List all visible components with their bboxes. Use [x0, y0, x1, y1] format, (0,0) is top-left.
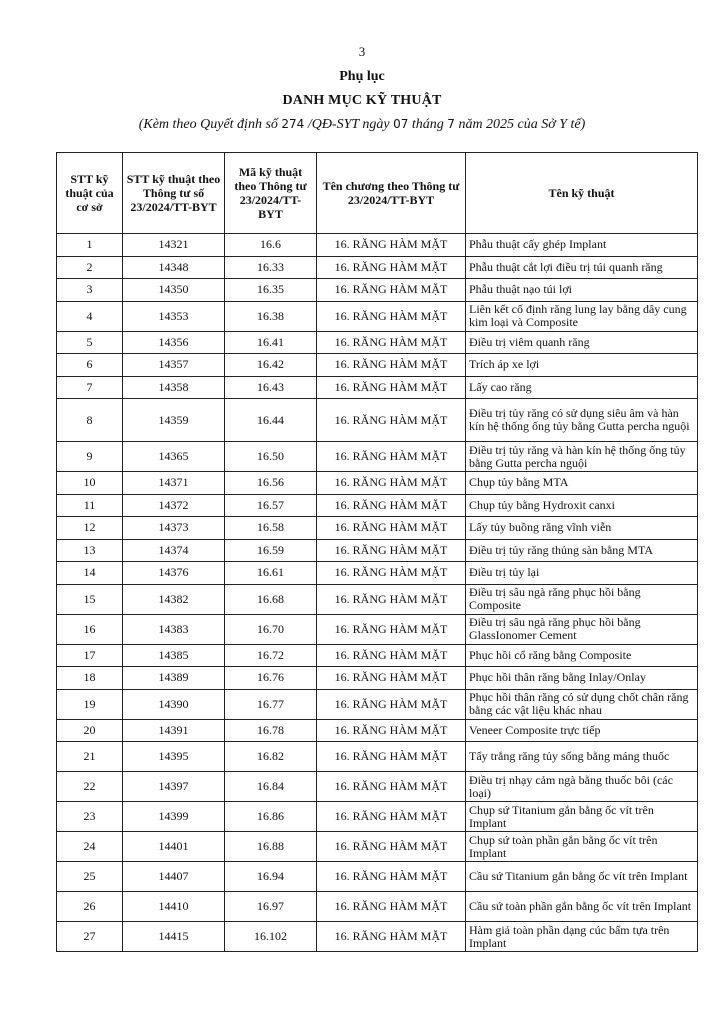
cell-circular-stt: 14358 [123, 376, 225, 399]
table-row [57, 279, 698, 302]
cell-circular-stt: 14371 [123, 472, 225, 495]
cell-chapter-name: 16. RĂNG HÀM MẶT [317, 644, 466, 667]
cell-facility-stt: 11 [57, 494, 123, 517]
cell-chapter-name: 16. RĂNG HÀM MẶT [317, 584, 466, 614]
cell-chapter-name: 16. RĂNG HÀM MẶT [317, 667, 466, 690]
subtitle-mid1: /QĐ-SYT ngày [304, 117, 394, 132]
cell-technique-name: Hàm giả toàn phần dạng cúc bấm tựa trên Implant [466, 922, 698, 952]
cell-technique-name: Veneer Composite trực tiếp [466, 719, 698, 742]
cell-circular-stt: 14374 [123, 539, 225, 562]
technique-table [56, 152, 698, 952]
table-row [57, 689, 698, 719]
cell-chapter-name: 16. RĂNG HÀM MẶT [317, 279, 466, 302]
cell-technique-name: Tẩy trắng răng tủy sống bằng máng thuốc [466, 742, 698, 772]
cell-technique-code: 16.86 [225, 802, 317, 832]
table-row [57, 539, 698, 562]
cell-technique-name: Phục hồi cổ răng bằng Composite [466, 644, 698, 667]
cell-circular-stt: 14365 [123, 442, 225, 472]
cell-facility-stt: 17 [57, 644, 123, 667]
cell-facility-stt: 27 [57, 922, 123, 952]
cell-technique-code: 16.68 [225, 584, 317, 614]
cell-technique-name: Phục hồi thân răng có sử dụng chốt chân răng bằng các vật liệu khác nhau [466, 689, 698, 719]
cell-technique-name: Phẫu thuật cắt lợi điều trị túi quanh răng [466, 256, 698, 279]
subtitle-prefix: (Kèm theo Quyết định số [138, 117, 282, 132]
cell-facility-stt: 15 [57, 584, 123, 614]
cell-technique-code: 16.58 [225, 517, 317, 540]
cell-circular-stt: 14376 [123, 562, 225, 585]
table-header-row [57, 153, 698, 234]
cell-circular-stt: 14407 [123, 862, 225, 892]
cell-circular-stt: 14391 [123, 719, 225, 742]
cell-chapter-name: 16. RĂNG HÀM MẶT [317, 742, 466, 772]
cell-technique-name: Điều trị nhạy cảm ngà bằng thuốc bôi (các loại) [466, 772, 698, 802]
cell-technique-name: Cầu sứ Titanium gắn bằng ốc vít trên Implant [466, 862, 698, 892]
cell-circular-stt: 14321 [123, 234, 225, 257]
cell-chapter-name: 16. RĂNG HÀM MẶT [317, 802, 466, 832]
cell-facility-stt: 4 [57, 301, 123, 331]
cell-facility-stt: 26 [57, 892, 123, 922]
table-row [57, 584, 698, 614]
cell-technique-name: Điều trị sâu ngà răng phục hồi bằng Composite [466, 584, 698, 614]
cell-facility-stt: 18 [57, 667, 123, 690]
table-row [57, 494, 698, 517]
cell-facility-stt: 7 [57, 376, 123, 399]
cell-facility-stt: 21 [57, 742, 123, 772]
cell-circular-stt: 14410 [123, 892, 225, 922]
cell-technique-code: 16.97 [225, 892, 317, 922]
cell-technique-code: 16.44 [225, 399, 317, 442]
cell-chapter-name: 16. RĂNG HÀM MẶT [317, 832, 466, 862]
table-row [57, 442, 698, 472]
cell-technique-name: Chụp tủy bằng Hydroxit canxi [466, 494, 698, 517]
cell-facility-stt: 25 [57, 862, 123, 892]
cell-circular-stt: 14359 [123, 399, 225, 442]
cell-technique-name: Lấy cao răng [466, 376, 698, 399]
cell-facility-stt: 13 [57, 539, 123, 562]
subtitle-suffix: năm 2025 của Sở Y tế) [454, 117, 586, 132]
cell-chapter-name: 16. RĂNG HÀM MẶT [317, 256, 466, 279]
cell-technique-code: 16.61 [225, 562, 317, 585]
table-row [57, 399, 698, 442]
cell-chapter-name: 16. RĂNG HÀM MẶT [317, 494, 466, 517]
table-row [57, 376, 698, 399]
document-subtitle [0, 117, 724, 133]
cell-technique-code: 16.57 [225, 494, 317, 517]
cell-circular-stt: 14356 [123, 331, 225, 354]
cell-technique-name: Phục hồi thân răng bằng Inlay/Onlay [466, 667, 698, 690]
cell-chapter-name: 16. RĂNG HÀM MẶT [317, 234, 466, 257]
cell-technique-code: 16.6 [225, 234, 317, 257]
table-row [57, 832, 698, 862]
table-row [57, 301, 698, 331]
cell-technique-code: 16.42 [225, 354, 317, 377]
decision-month: 7 [447, 117, 455, 131]
table-row [57, 862, 698, 892]
appendix-label: Phụ lục [339, 69, 385, 84]
cell-technique-code: 16.43 [225, 376, 317, 399]
page-number: 3 [358, 44, 366, 59]
cell-technique-code: 16.77 [225, 689, 317, 719]
cell-chapter-name: 16. RĂNG HÀM MẶT [317, 614, 466, 644]
header-circular-stt: STT kỹ thuật theo Thông tư số 23/2024/TT-BYT [123, 153, 225, 234]
cell-facility-stt: 8 [57, 399, 123, 442]
table-row [57, 256, 698, 279]
cell-facility-stt: 19 [57, 689, 123, 719]
cell-circular-stt: 14401 [123, 832, 225, 862]
table-body [57, 234, 698, 952]
cell-facility-stt: 16 [57, 614, 123, 644]
cell-technique-name: Trích áp xe lợi [466, 354, 698, 377]
cell-technique-name: Cầu sứ toàn phần gắn bằng ốc vít trên Implant [466, 892, 698, 922]
table-row [57, 742, 698, 772]
cell-technique-name: Điều trị tủy răng và hàn kín hệ thống ống tủy bằng Gutta percha nguội [466, 442, 698, 472]
table-row [57, 517, 698, 540]
subtitle-mid2: tháng [408, 117, 448, 132]
cell-circular-stt: 14383 [123, 614, 225, 644]
header-chapter-name: Tên chương theo Thông tư 23/2024/TT-BYT [317, 153, 466, 234]
cell-technique-code: 16.41 [225, 331, 317, 354]
cell-circular-stt: 14348 [123, 256, 225, 279]
cell-facility-stt: 2 [57, 256, 123, 279]
cell-facility-stt: 22 [57, 772, 123, 802]
cell-technique-name: Phẫu thuật nạo túi lợi [466, 279, 698, 302]
cell-facility-stt: 20 [57, 719, 123, 742]
cell-technique-name: Điều trị tủy răng thủng sàn bằng MTA [466, 539, 698, 562]
cell-circular-stt: 14350 [123, 279, 225, 302]
cell-facility-stt: 5 [57, 331, 123, 354]
cell-circular-stt: 14373 [123, 517, 225, 540]
cell-chapter-name: 16. RĂNG HÀM MẶT [317, 376, 466, 399]
header-facility-stt: STT kỹ thuật của cơ sở [57, 153, 123, 234]
table-row [57, 802, 698, 832]
cell-chapter-name: 16. RĂNG HÀM MẶT [317, 562, 466, 585]
cell-technique-code: 16.88 [225, 832, 317, 862]
cell-circular-stt: 14389 [123, 667, 225, 690]
table-row [57, 234, 698, 257]
cell-circular-stt: 14395 [123, 742, 225, 772]
cell-technique-name: Điều trị sâu ngà răng phục hồi bằng GlassIonomer Cement [466, 614, 698, 644]
table-row [57, 614, 698, 644]
cell-circular-stt: 14399 [123, 802, 225, 832]
table-row [57, 331, 698, 354]
cell-facility-stt: 12 [57, 517, 123, 540]
cell-chapter-name: 16. RĂNG HÀM MẶT [317, 772, 466, 802]
cell-circular-stt: 14372 [123, 494, 225, 517]
table-row [57, 719, 698, 742]
cell-technique-code: 16.56 [225, 472, 317, 495]
cell-circular-stt: 14382 [123, 584, 225, 614]
cell-technique-name: Liên kết cố định răng lung lay bằng dây cung kim loại và Composite [466, 301, 698, 331]
decision-number: 274 [281, 117, 305, 131]
cell-circular-stt: 14385 [123, 644, 225, 667]
cell-chapter-name: 16. RĂNG HÀM MẶT [317, 719, 466, 742]
cell-facility-stt: 3 [57, 279, 123, 302]
cell-technique-code: 16.50 [225, 442, 317, 472]
cell-technique-code: 16.59 [225, 539, 317, 562]
cell-technique-code: 16.38 [225, 301, 317, 331]
cell-chapter-name: 16. RĂNG HÀM MẶT [317, 442, 466, 472]
cell-chapter-name: 16. RĂNG HÀM MẶT [317, 539, 466, 562]
cell-facility-stt: 14 [57, 562, 123, 585]
cell-technique-name: Điều trị tủy lại [466, 562, 698, 585]
cell-technique-code: 16.35 [225, 279, 317, 302]
header-technique-name: Tên kỹ thuật [466, 153, 698, 234]
cell-circular-stt: 14357 [123, 354, 225, 377]
cell-chapter-name: 16. RĂNG HÀM MẶT [317, 517, 466, 540]
cell-technique-code: 16.84 [225, 772, 317, 802]
cell-facility-stt: 10 [57, 472, 123, 495]
cell-technique-code: 16.70 [225, 614, 317, 644]
cell-technique-name: Chụp sứ Titanium gắn bằng ốc vít trên Implant [466, 802, 698, 832]
decision-day: 07 [393, 117, 409, 131]
cell-circular-stt: 14415 [123, 922, 225, 952]
table-row [57, 644, 698, 667]
cell-technique-code: 16.76 [225, 667, 317, 690]
cell-chapter-name: 16. RĂNG HÀM MẶT [317, 689, 466, 719]
cell-technique-name: Chụp sứ toàn phần gắn bằng ốc vít trên Implant [466, 832, 698, 862]
table-row [57, 354, 698, 377]
cell-circular-stt: 14390 [123, 689, 225, 719]
table-row [57, 562, 698, 585]
cell-chapter-name: 16. RĂNG HÀM MẶT [317, 331, 466, 354]
cell-facility-stt: 23 [57, 802, 123, 832]
cell-circular-stt: 14353 [123, 301, 225, 331]
cell-technique-code: 16.94 [225, 862, 317, 892]
cell-chapter-name: 16. RĂNG HÀM MẶT [317, 301, 466, 331]
cell-technique-name: Chụp tủy bằng MTA [466, 472, 698, 495]
cell-facility-stt: 6 [57, 354, 123, 377]
cell-technique-name: Lấy tủy buồng răng vĩnh viễn [466, 517, 698, 540]
table-row [57, 892, 698, 922]
cell-technique-code: 16.33 [225, 256, 317, 279]
cell-facility-stt: 24 [57, 832, 123, 862]
header-technique-code: Mã kỹ thuật theo Thông tư 23/2024/TT-BYT [225, 153, 317, 234]
cell-technique-code: 16.78 [225, 719, 317, 742]
table-row [57, 772, 698, 802]
table-row [57, 922, 698, 952]
cell-chapter-name: 16. RĂNG HÀM MẶT [317, 892, 466, 922]
cell-technique-code: 16.72 [225, 644, 317, 667]
table-row [57, 667, 698, 690]
cell-chapter-name: 16. RĂNG HÀM MẶT [317, 399, 466, 442]
document-title: DANH MỤC KỸ THUẬT [282, 93, 442, 108]
cell-facility-stt: 1 [57, 234, 123, 257]
table-row [57, 472, 698, 495]
cell-technique-name: Điều trị tủy răng có sử dụng siêu âm và hàn kín hệ thống ống tủy bằng Gutta percha nguội [466, 399, 698, 442]
cell-chapter-name: 16. RĂNG HÀM MẶT [317, 922, 466, 952]
cell-chapter-name: 16. RĂNG HÀM MẶT [317, 472, 466, 495]
cell-facility-stt: 9 [57, 442, 123, 472]
cell-technique-code: 16.102 [225, 922, 317, 952]
cell-chapter-name: 16. RĂNG HÀM MẶT [317, 862, 466, 892]
cell-technique-code: 16.82 [225, 742, 317, 772]
cell-technique-name: Phẫu thuật cấy ghép Implant [466, 234, 698, 257]
cell-technique-name: Điều trị viêm quanh răng [466, 331, 698, 354]
cell-chapter-name: 16. RĂNG HÀM MẶT [317, 354, 466, 377]
cell-circular-stt: 14397 [123, 772, 225, 802]
